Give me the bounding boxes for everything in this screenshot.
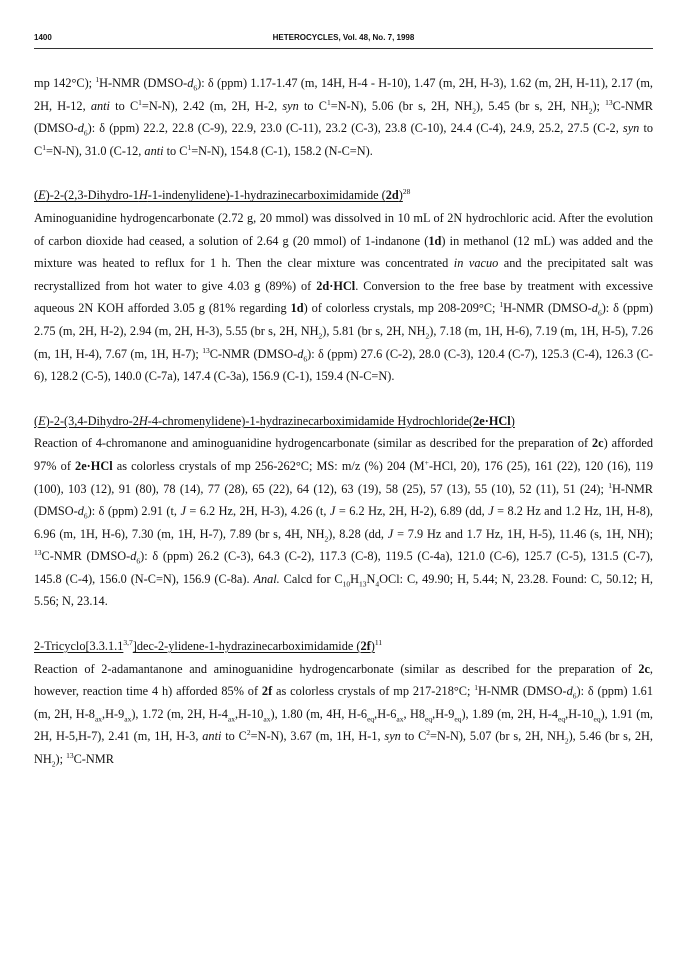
text-run: 1 [187, 142, 192, 152]
text-run: ) [510, 413, 515, 428]
text-run: 2e·HCl [473, 413, 511, 428]
text-run: 2 [51, 759, 56, 769]
text-run: anti [202, 729, 222, 744]
text-run: to C [221, 729, 247, 744]
text-run: eq [593, 714, 601, 724]
text-run: ]dec-2-ylidene-1-hydrazinecarboximidamide ( [132, 639, 361, 654]
text-run: 6 [83, 128, 88, 138]
text-run: = 7.9 Hz and 1.7 Hz, 1H, H-5), 11.46 (s, 1H, NH); [393, 526, 653, 541]
text-run: 1 [138, 97, 142, 107]
text-run: Anal. [253, 571, 280, 586]
text-run: ), 5.81 (br s, 2H, NH [322, 323, 426, 338]
text-run: syn [384, 729, 401, 744]
text-run: =N-N), 5.07 (br s, 2H, NH [430, 729, 565, 744]
text-run: ), 1.91 (m, 2H, H-5,H-7), 2.41 (m, 1H, H-3, [34, 706, 653, 744]
text-run: 2 [588, 106, 593, 116]
text-run: 2c [638, 661, 650, 676]
text-run: ): δ (ppm) 27.6 (C-2), 28.0 (C-3), 120.4 (C-7), 125.3 (C-4), 126.3 (C-6), 128.2 (C-5), 140.0 (C-7a), 147.4 (C-3a), 156.9 (C-1), 159.4 (N-C=N). [34, 346, 653, 384]
text-run: J [488, 504, 494, 519]
text-run: ax [94, 714, 103, 724]
text-run: 28 [402, 187, 411, 197]
text-run: d [77, 121, 84, 136]
text-run: ): δ (ppm) 22.2, 22.8 (C-9), 22.9, 23.0 (C-11), 23.2 (C-3), 23.8 (C-10), 24.4 (C-4), 24.9, 25.2, 27.5 (C-2, [87, 121, 623, 136]
text-run: =N-N), 2.42 (m, 2H, H-2, [141, 98, 283, 113]
text-run: as colorless crystals of mp 217-218°C; [272, 684, 475, 699]
text-run: ), 5.45 (br s, 2H, NH [475, 98, 589, 113]
text-run: ) in methanol (12 mL) was added and the mixture was heated to reflux for 1 h. Then the clear mixture was concentrated [34, 233, 653, 271]
header-rule [34, 48, 653, 49]
text-run: H-NMR (DMSO- [478, 684, 567, 699]
text-run: ), 8.28 (dd, [328, 526, 388, 541]
text-run: 2 [324, 534, 329, 544]
text-run: d [187, 76, 194, 90]
page-number: 1400 [34, 33, 52, 42]
compound-heading [34, 635, 653, 658]
text-run: Reaction of 2-adamantanone and aminoguanidine hydrogencarbonate (similar as described for the preparation of [34, 661, 639, 676]
text-run: OCl: C, 49.90; H, 5.44; N, 23.28. Found: C, 50.12; H, 5.56; N, 23.14. [34, 571, 653, 609]
text-run: 2 [246, 728, 251, 738]
text-run: 1 [499, 300, 504, 310]
text-run: as colorless crystals of mp 256-262°C; MS: m/z (%) 204 (M [112, 458, 425, 473]
text-run: Aminoguanidine hydrogencarbonate (2.72 g, 20 mmol) was dissolved in 10 mL of 2N hydrochloric acid. After the evolution of carbon dioxide had ceased, a solution of 2.64 g (20 mmol) of 1-indanone ( [34, 210, 653, 248]
text-run: Calcd for C [279, 571, 343, 586]
text-run: ): δ (ppm) 2.91 (t, [87, 504, 181, 519]
text-run: ), 1.72 (m, 2H, H-4 [131, 706, 228, 721]
text-run: 1 [608, 480, 612, 490]
text-run: ax [124, 714, 132, 724]
text-run: to C [109, 98, 139, 113]
text-run: =N-N), 5.06 (br s, 2H, NH [330, 98, 473, 113]
text-run: )-2-(3,4-Dihydro-2 [45, 413, 139, 428]
text-run: 2 [425, 331, 430, 341]
text-run: d [591, 301, 598, 316]
text-run: 2d·HCl [316, 278, 356, 293]
text-run: )-2-(2,3-Dihydro-1 [45, 188, 139, 203]
text-run: 2d [385, 188, 399, 203]
text-run: d [566, 684, 573, 699]
text-run: 13 [34, 548, 42, 558]
text-run: ax [396, 714, 404, 724]
text-run: 11 [374, 637, 383, 647]
text-run: = 8.2 Hz and 1.2 Hz, 1H, H-8), 6.96 (m, 1H, H-6), 7.30 (m, 1H, H-7), 7.89 (br s, 4H, NH [34, 504, 653, 541]
text-run: ), 1.80 (m, 4H, H-6 [270, 706, 368, 721]
text-run: 1 [326, 97, 331, 107]
text-run: 2c [591, 436, 604, 451]
compound-heading [34, 184, 653, 207]
article-body [34, 72, 653, 771]
text-run: J [180, 504, 186, 519]
text-run: eq [367, 714, 375, 724]
text-run: ,H-9 [432, 706, 455, 721]
text-run: 13 [605, 97, 613, 107]
text-run: ): δ (ppm) 26.2 (C-3), 64.3 (C-2), 117.3 (C-8), 119.5 (C-4a), 121.0 (C-6), 125.7 (C-5), 131.5 (C-7), 145.8 (C-4), 156.0 (N-C=N), 156.9 (C-8a). [34, 549, 653, 586]
text-run: 4 [375, 579, 380, 589]
text-run: and the precipitated salt was recrystallized from hot water to give 4.03 g (89%) of [34, 256, 653, 293]
text-run: 13 [66, 750, 74, 760]
text-run: J [387, 526, 394, 541]
text-run: eq [425, 714, 433, 724]
text-run: anti [90, 98, 110, 113]
text-run: ( [34, 413, 39, 428]
text-run: J [329, 504, 336, 519]
text-run: to C [298, 98, 327, 113]
text-run: ): δ (ppm) 1.17-1.47 (m, 14H, H-4 - H-10), 1.47 (m, 2H, H-3), 1.62 (m, 2H, H-11), 2.17 (m, 2H, H-12, [34, 76, 653, 113]
text-run: 1 [95, 74, 100, 84]
text-run: H-NMR (DMSO- [34, 481, 653, 519]
text-run: ( [34, 188, 39, 203]
text-run: ): δ (ppm) 1.61 (m, 2H, H-8 [34, 684, 653, 721]
running-header [34, 33, 653, 49]
text-run: to C [34, 121, 654, 158]
text-run: 6 [303, 353, 308, 363]
text-run: 2 [426, 728, 431, 738]
text-run: 13 [359, 579, 367, 589]
text-run: 6 [193, 83, 198, 93]
text-run: ) of colorless crystals, mp 208-209°C; [303, 301, 500, 316]
text-run: =N-N), 154.8 (C-1), 158.2 (N-C=N). [191, 143, 373, 158]
text-run: in vacuo [453, 256, 499, 271]
text-run: =N-N), 3.67 (m, 1H, H-1, [250, 729, 385, 744]
text-run: ax [263, 714, 271, 724]
text-run: 13 [202, 345, 210, 355]
text-run: ) [398, 188, 403, 203]
text-run: 2 [318, 331, 323, 341]
text-run: eq [454, 714, 462, 724]
text-run: H [350, 571, 360, 586]
text-run: H [138, 413, 148, 428]
text-run: 2e·HCl [75, 458, 113, 473]
text-run: . Conversion to the free base by treatment with excessive aqueous 2N KOH afforded 3.05 g (81% regarding [34, 278, 653, 316]
text-run: E [38, 413, 46, 428]
text-run: 1 [474, 683, 478, 693]
text-run: 1d [428, 233, 442, 248]
text-run: syn [622, 121, 640, 136]
text-run: ), 5.46 (br s, 2H, NH [34, 729, 653, 767]
text-run: d [130, 549, 137, 564]
text-run: = 6.2 Hz, 2H, H-2), 6.89 (dd, [335, 504, 489, 519]
text-run: = 6.2 Hz, 2H, H-3), 4.26 (t, [185, 504, 330, 519]
text-run: 6 [136, 556, 141, 566]
text-run: 2 [472, 106, 476, 116]
text-run: C-NMR [73, 752, 114, 767]
text-run: eq [558, 714, 566, 724]
text-run: ,H-10 [565, 706, 594, 721]
journal-citation: HETEROCYCLES, Vol. 48, No. 7, 1998 [272, 33, 415, 42]
text-run: to C [400, 729, 427, 744]
text-run: , H8 [403, 706, 426, 721]
text-run: E [38, 188, 46, 203]
text-run: 2 [564, 736, 569, 746]
paragraph [34, 207, 653, 388]
text-run: , however, reaction time 4 h) afforded 85% of [34, 661, 653, 699]
text-run: H-NMR (DMSO- [503, 301, 592, 316]
text-run: C-NMR (DMSO- [41, 549, 131, 564]
text-run: ), 1.89 (m, 2H, H-4 [461, 706, 559, 721]
text-run: ); [592, 98, 606, 113]
text-run: ,H-10 [235, 706, 264, 721]
text-run: ), 7.18 (m, 1H, H-6), 7.19 (m, 1H, H-5), 7.26 (m, 1H, H-4), 7.67 (m, 1H, H-7); [34, 323, 653, 361]
text-run: 2f [360, 639, 371, 654]
text-run: H-NMR (DMSO- [99, 76, 188, 90]
text-run: C-NMR (DMSO- [34, 98, 653, 136]
paragraph [34, 432, 653, 613]
text-run: Reaction of 4-chromanone and aminoguanidine hydrogencarbonate (similar as described for the preparation of [34, 436, 592, 451]
text-run: 1 [42, 142, 46, 152]
text-run: 3,7 [123, 637, 133, 647]
text-run: d [297, 346, 304, 361]
text-run: mp 142°C); [34, 76, 96, 90]
text-run: anti [144, 143, 164, 158]
text-run: ); [55, 752, 67, 767]
text-run: ax [227, 714, 236, 724]
text-run: ,H-9 [102, 706, 125, 721]
text-run: -4-chromenylidene)-1-hydrazinecarboximidamide Hydrochloride( [147, 413, 474, 428]
text-run: 6 [572, 691, 577, 701]
text-run: -HCl, 20), 176 (25), 161 (22), 120 (16), 119 (100), 103 (12), 91 (80), 78 (14), 77 (28), 65 (22), 64 (12), 63 (19), 58 (25), 57 (13), 55 (10), 52 (11), 51 (24); [34, 458, 653, 496]
text-run: 10 [342, 579, 351, 589]
text-run: C-NMR (DMSO- [209, 346, 298, 361]
text-run: 6 [83, 511, 88, 521]
text-run: N [366, 571, 376, 586]
text-run: ) afforded 97% of [34, 436, 654, 473]
text-run: 2-Tricyclo[3.3.1.1 [34, 639, 124, 654]
text-run: ) [370, 639, 375, 654]
text-run: to C [163, 143, 188, 158]
paragraph [34, 658, 653, 771]
text-run: H [138, 188, 148, 203]
text-run: + [424, 457, 429, 467]
compound-heading [34, 410, 653, 433]
text-run: syn [282, 98, 299, 113]
text-run: 1d [290, 301, 304, 316]
text-run: ,H-6 [374, 706, 397, 721]
text-run: 6 [597, 308, 602, 318]
text-run: d [77, 504, 84, 519]
text-run: ): δ (ppm) 2.75 (m, 2H, H-2), 2.94 (m, 2H, H-3), 5.55 (br s, 2H, NH [34, 301, 653, 338]
text-run: -1-indenylidene)-1-hydrazinecarboximidamide ( [147, 188, 386, 203]
text-run: 2f [261, 684, 273, 699]
text-run: =N-N), 31.0 (C-12, [45, 143, 145, 158]
paragraph [34, 72, 653, 162]
